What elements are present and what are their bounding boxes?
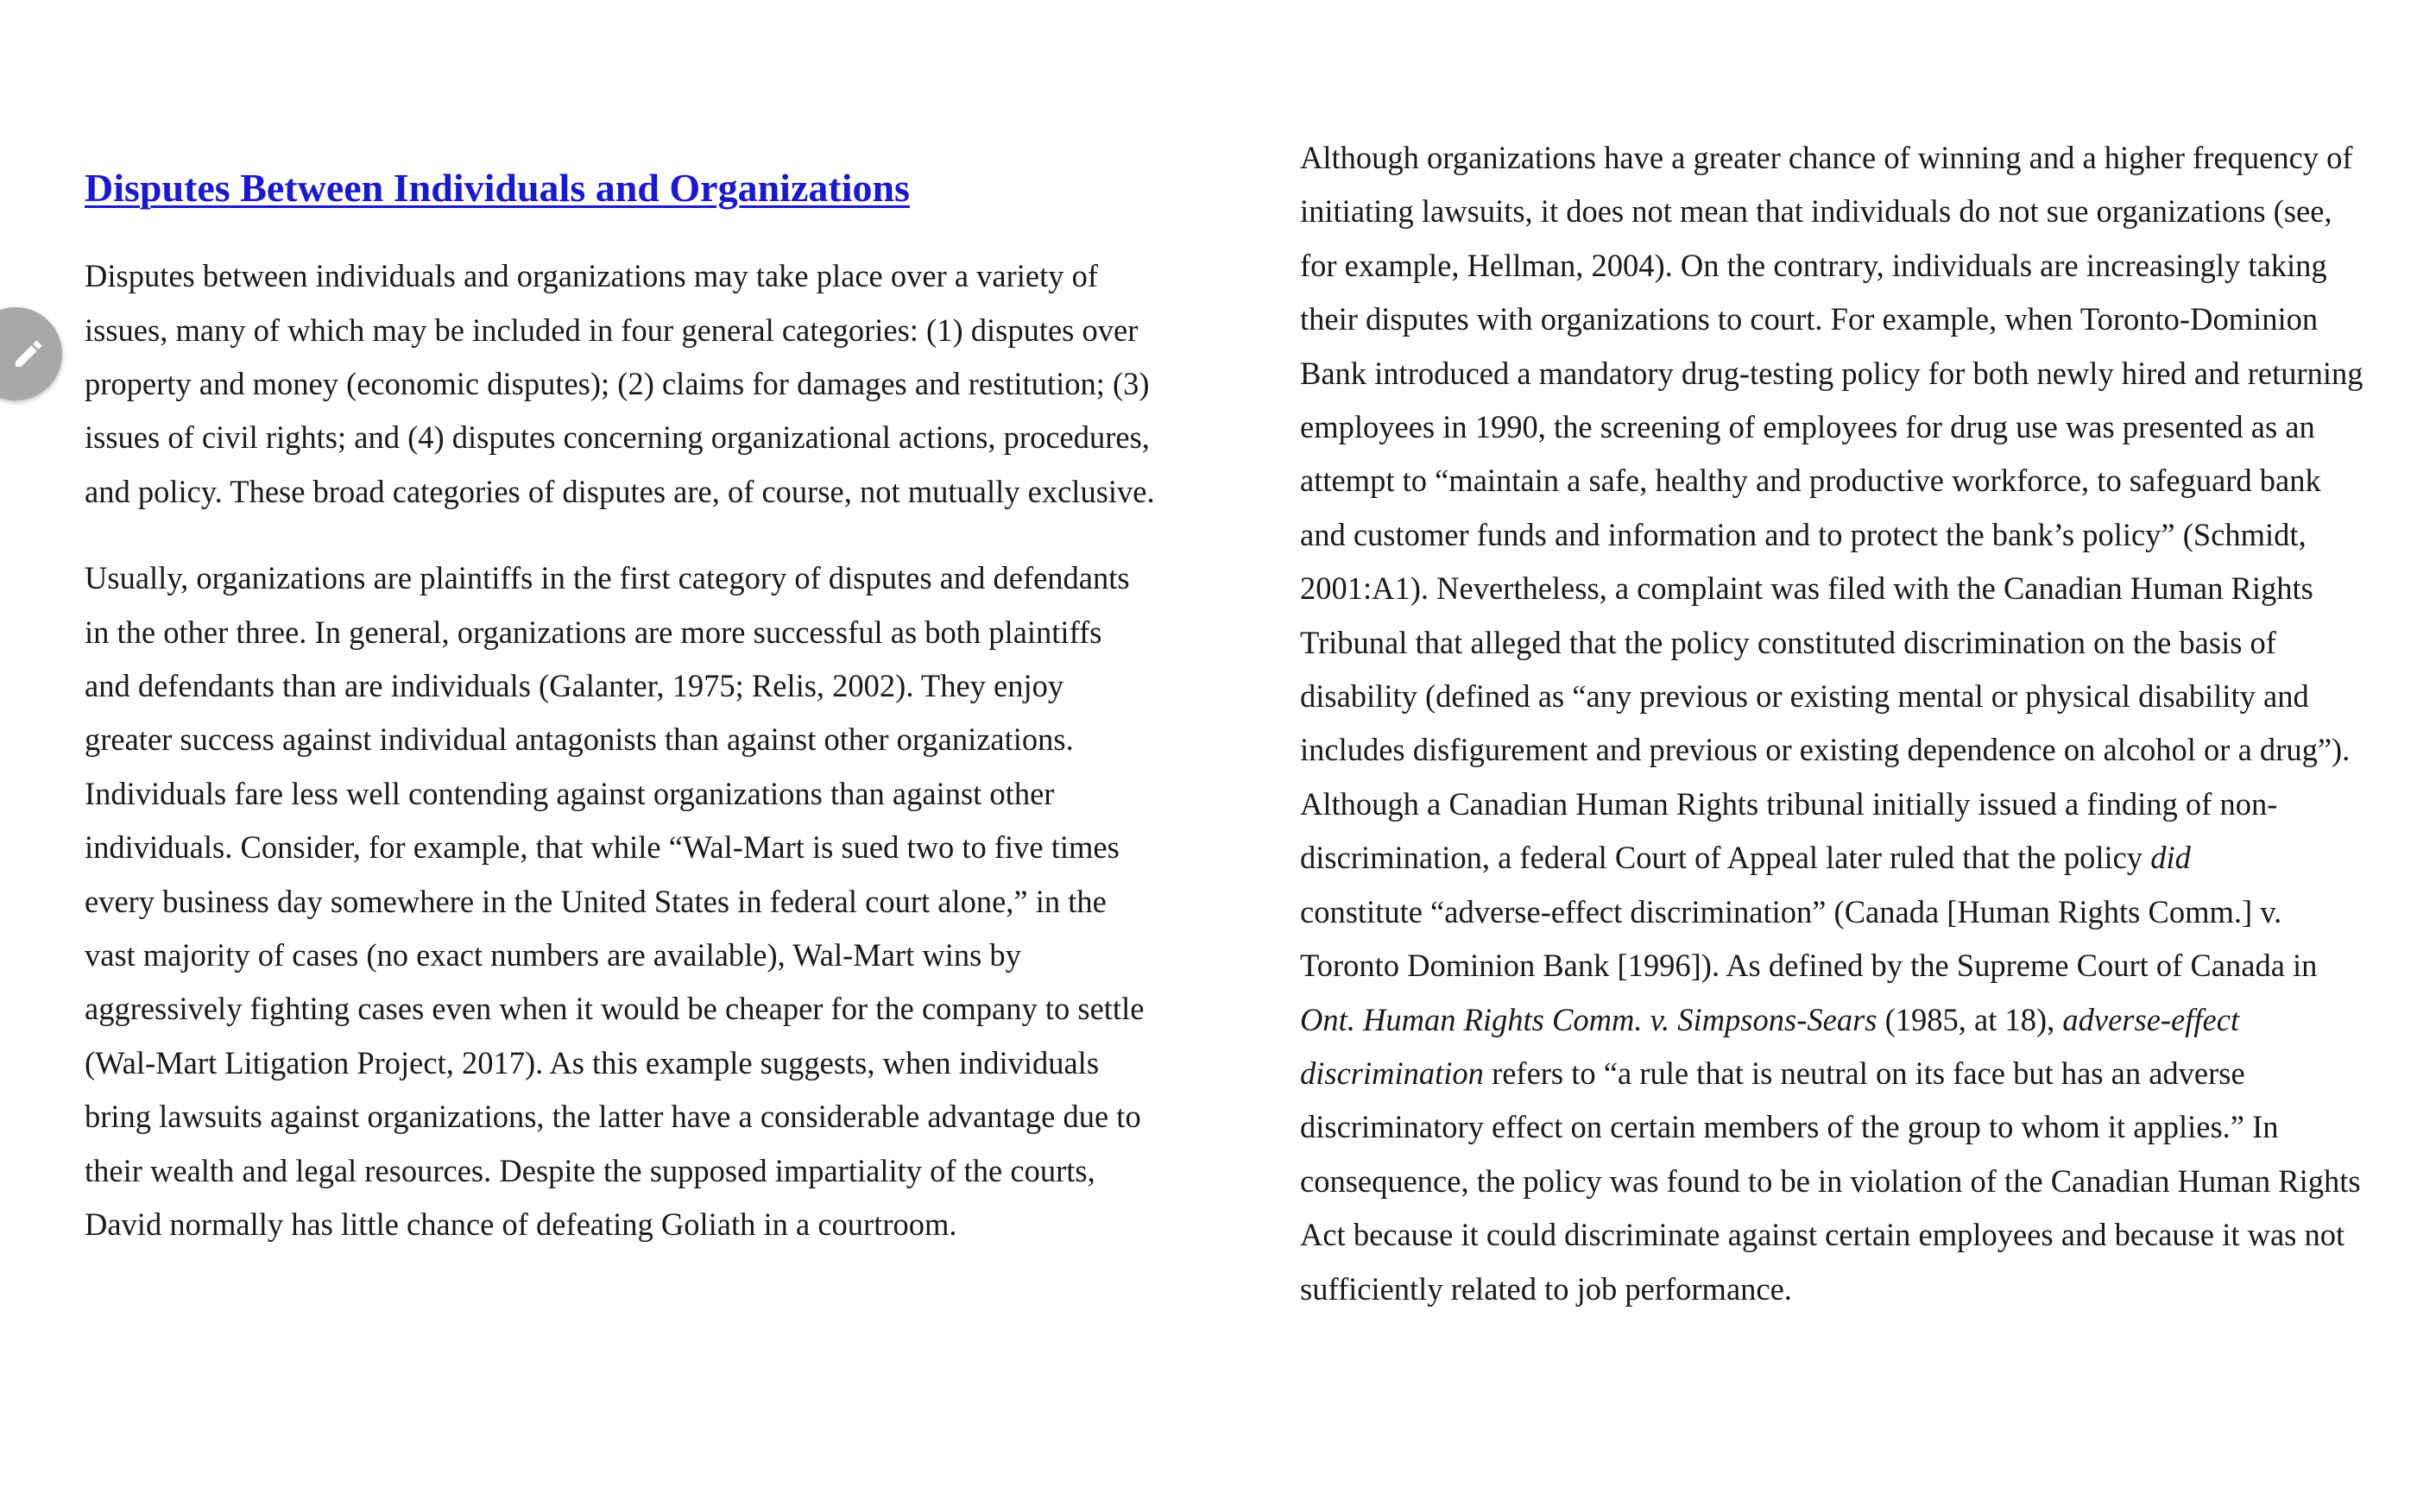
edit-button[interactable] [0,307,62,400]
emphasis-did: did [2150,840,2191,876]
paragraph-organizations-advantage: Usually, organizations are plaintiffs in the first category of disputes and defendants in the other three. In general, organizations are more successful as both plaintiffs and defendants than are individuals (Galanter, 1975; Relis, 2002). They enjoy greater success against individual antagonists than against other organizations. Individuals fare less well contending against organizations than against other individuals. Consider, for example, that while “Wal-Mart is sued two to five times every business day somewhere in the United States in federal court alone,” in the vast majority of cases (no exact numbers are available), Wal-Mart wins by aggressively fighting cases even when it would be cheaper for the company to settle (Wal-Mart Litigation Project, 2017). As this example suggests, when individuals bring lawsuits against organizations, the latter have a considerable advantage due to their wealth and legal resources. Despite the supposed impartiality of the courts, David normally has little chance of defeating Goliath in a courtroom. [85,560,1145,1243]
case-citation: Ont. Human Rights Comm. v. Simpsons-Sears [1300,1001,1877,1037]
left-column [85,164,1155,1252]
section-heading-link[interactable]: Disputes Between Individuals and Organizations [85,166,910,210]
pencil-icon [11,337,46,371]
paragraph-toronto-dominion [1300,131,2370,1316]
paragraph-categories: Disputes between individuals and organizations may take place over a variety of issues, many of which may be included in four general categories: (1) disputes over property and money (economic disputes); (2) claims for damages and restitution; (3) issues of civil rights; and (4) disputes concerning organizational actions, procedures, and policy. These broad categories of disputes are, of course, not mutually exclusive. [85,258,1155,509]
text-segment: Although organizations have a greater chance of winning and a higher frequency of initiating lawsuits, it does not mean that individuals do not sue organizations (see, for example, Hellman, 2004). On the contrary, individuals are increasingly taking their disputes with organizations to court. For example, when Toronto-Dominion Bank introduced a mandatory drug-testing policy for both newly hired and returning employees in 1990, the screening of employees for drug use was presented as an attempt to “maintain a safe, healthy and productive workforce, to safeguard bank and customer funds and information and to protect the bank’s policy” (Schmidt, 2001:A1). Nevertheless, a complaint was filed with the Canadian Human Rights Tribunal that alleged that the policy constituted discrimination on the basis of disability (defined as “any previous or existing mental or physical disability and includes disfigurement and previous or existing dependence on alcohol or a drug”). Although a Canadian Human Rights tribunal initially issued a finding of non-discrimination, a federal Court of Appeal later ruled that the policy [1300,140,2363,876]
right-column [1300,131,2370,1316]
term-adverse-effect: adverse-effect discrimination [1300,1001,2240,1091]
text-segment: constitute “adverse-effect discrimination” (Canada [Human Rights Comm.] v. Toronto Dominion Bank [1996]). As defined by the Supreme Court of Canada in [1300,893,2318,984]
text-segment: (1985, at 18), [1884,1001,2055,1037]
text-segment: refers to “a rule that is neutral on its face but has an adverse discriminatory effect on certain members of the group to whom it applies.” In consequence, the policy was found to be in violation of the Canadian Human Rights Act because it could discriminate against certain employees and because it was not sufficiently related to job performance. [1300,1055,2361,1307]
